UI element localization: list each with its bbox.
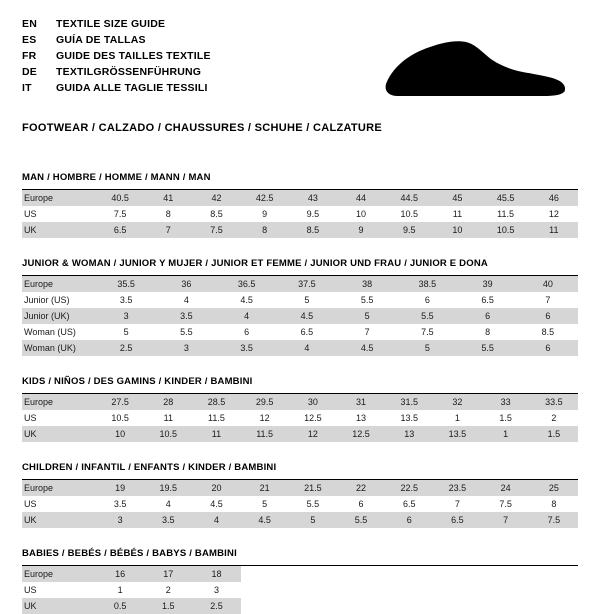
row-label: US (24, 209, 37, 219)
size-cell: 9.5 (306, 209, 320, 219)
size-cell: 3 (213, 585, 219, 595)
row-label: Europe (22, 276, 96, 292)
size-cell: 21.5 (289, 480, 337, 496)
table-row (22, 394, 578, 410)
size-cell: 5 (337, 308, 397, 324)
size-cell: 40 (518, 276, 578, 292)
size-cell: 24 (482, 480, 530, 496)
size-cell: 46 (530, 190, 578, 206)
category-title: FOOTWEAR / CALZADO / CHAUSSURES / SCHUHE / CALZATURE (22, 122, 383, 134)
size-cell: 10 (96, 426, 144, 442)
table-row (22, 496, 578, 512)
row-label: Europe (22, 394, 96, 410)
size-cell: 4 (217, 308, 277, 324)
size-cell: 6 (244, 327, 250, 337)
size-cell: 11.5 (241, 426, 289, 442)
size-table (22, 276, 578, 356)
size-cell: 5.5 (306, 499, 320, 509)
size-cell: 7 (454, 499, 460, 509)
size-cell: 3.5 (119, 295, 133, 305)
size-cell: 9 (337, 222, 385, 238)
language-row (22, 16, 211, 32)
size-cell: 7.5 (113, 209, 127, 219)
table-row (22, 324, 578, 340)
size-cell: 8 (241, 222, 289, 238)
size-cell (433, 582, 481, 598)
size-cell: 5 (304, 295, 310, 305)
size-cell: 0.5 (96, 598, 144, 614)
size-cell: 11 (452, 209, 463, 219)
size-cell: 7.5 (421, 327, 434, 337)
size-cell: 5 (123, 327, 129, 337)
size-cell: 13.5 (400, 413, 418, 423)
size-cell: 3.5 (113, 499, 127, 509)
size-cell: 4 (277, 340, 337, 356)
row-label: Junior (UK) (22, 308, 96, 324)
size-cell: 19.5 (144, 480, 192, 496)
size-cell: 7.5 (192, 222, 240, 238)
size-cell: 19 (96, 480, 144, 496)
size-cell: 12.5 (337, 426, 385, 442)
section-title: MAN / HOMBRE / HOMME / MANN / MAN (22, 172, 578, 190)
size-cell: 3 (156, 340, 216, 356)
size-cell: 7 (545, 295, 551, 305)
size-cell: 1.5 (144, 598, 192, 614)
size-cell (241, 598, 289, 614)
size-cell: 30 (289, 394, 337, 410)
language-row (22, 32, 211, 48)
size-cell (482, 598, 530, 614)
size-cell: 1 (454, 413, 460, 423)
size-cell: 33.5 (530, 394, 578, 410)
table-row (22, 190, 578, 206)
row-label: Europe (22, 566, 96, 582)
size-cell: 29.5 (241, 394, 289, 410)
size-cell (385, 566, 433, 582)
table-row (22, 276, 578, 292)
size-cell: 33 (482, 394, 530, 410)
size-section (22, 462, 578, 528)
row-label: US (24, 413, 37, 423)
size-cell (385, 582, 433, 598)
table-row (22, 410, 578, 426)
size-cell: 12 (259, 413, 270, 423)
page-header (22, 16, 578, 105)
size-cell: 3 (96, 512, 144, 528)
size-cell (241, 566, 289, 582)
size-cell: 2.5 (192, 598, 240, 614)
size-cell: 20 (192, 480, 240, 496)
size-cell: 27.5 (96, 394, 144, 410)
size-cell: 5.5 (458, 340, 518, 356)
row-label: UK (22, 512, 96, 528)
size-cell: 10.5 (482, 222, 530, 238)
size-cell: 4 (183, 295, 189, 305)
size-cell (289, 582, 337, 598)
size-cell: 28.5 (192, 394, 240, 410)
size-cell: 3.5 (217, 340, 277, 356)
table-row (22, 512, 578, 528)
size-cell: 36.5 (217, 276, 277, 292)
size-cell: 6.5 (96, 222, 144, 238)
table-row (22, 566, 578, 582)
size-cell: 43 (289, 190, 337, 206)
size-cell: 13 (356, 413, 367, 423)
size-cell: 42 (192, 190, 240, 206)
row-label: Europe (22, 480, 96, 496)
size-cell (241, 582, 289, 598)
size-cell (482, 566, 530, 582)
size-section (22, 548, 578, 614)
size-cell (433, 566, 481, 582)
table-row (22, 598, 578, 614)
size-cell: 8.5 (541, 327, 555, 337)
size-cell: 2.5 (96, 340, 156, 356)
table-row (22, 292, 578, 308)
size-cell: 2 (551, 413, 557, 423)
size-cell: 1 (482, 426, 530, 442)
size-cell: 6 (458, 308, 518, 324)
size-cell: 3 (96, 308, 156, 324)
row-label: UK (22, 222, 96, 238)
row-label: Europe (22, 190, 96, 206)
size-cell: 44.5 (385, 190, 433, 206)
size-cell: 6.5 (481, 295, 494, 305)
size-cell (385, 598, 433, 614)
size-cell: 8 (165, 209, 171, 219)
row-label: US (24, 585, 37, 595)
size-section (22, 172, 578, 238)
language-title: TEXTILE SIZE GUIDE (56, 18, 166, 30)
size-cell: 40.5 (96, 190, 144, 206)
size-cell: 10.5 (144, 426, 192, 442)
size-cell: 6 (424, 295, 430, 305)
size-cell (337, 582, 385, 598)
size-cell: 11 (163, 413, 173, 423)
language-code: IT (22, 82, 32, 94)
language-code: FR (22, 50, 37, 62)
size-section (22, 258, 578, 356)
size-cell: 22 (337, 480, 385, 496)
size-cell: 11.5 (497, 209, 515, 219)
size-cell: 39 (458, 276, 518, 292)
size-cell: 4.5 (337, 340, 397, 356)
language-title: GUIDE DES TAILLES TEXTILE (56, 50, 211, 62)
language-row (22, 48, 211, 64)
size-cell (433, 598, 481, 614)
language-title: GUÍA DE TALLAS (56, 34, 146, 46)
language-row (22, 80, 211, 96)
size-cell (482, 582, 530, 598)
size-cell (530, 582, 578, 598)
section-title: CHILDREN / INFANTIL / ENFANTS / KINDER / BAMBINI (22, 462, 578, 480)
size-cell: 4.5 (241, 512, 289, 528)
dress-shoe-icon (378, 28, 568, 105)
size-cell: 18 (192, 566, 240, 582)
size-cell: 1.5 (499, 413, 512, 423)
table-row (22, 582, 578, 598)
size-cell: 11 (192, 426, 240, 442)
language-row (22, 64, 211, 80)
size-cell: 11.5 (208, 413, 225, 423)
size-cell: 41 (144, 190, 192, 206)
size-cell: 28 (144, 394, 192, 410)
size-section (22, 376, 578, 442)
size-cell: 6 (358, 499, 364, 509)
size-cell: 10 (433, 222, 481, 238)
size-cell: 6 (385, 512, 433, 528)
size-cell: 5 (397, 340, 457, 356)
size-cell: 4 (192, 512, 240, 528)
row-label: UK (22, 426, 96, 442)
size-cell: 38 (337, 276, 397, 292)
table-row (22, 340, 578, 356)
size-cell: 2 (165, 585, 171, 595)
table-row (22, 480, 578, 496)
size-cell: 12 (289, 426, 337, 442)
table-row (22, 222, 578, 238)
size-cell: 17 (144, 566, 192, 582)
size-cell: 1.5 (530, 426, 578, 442)
size-cell: 25 (530, 480, 578, 496)
size-cell: 35.5 (96, 276, 156, 292)
size-cell: 7 (144, 222, 192, 238)
size-cell: 42.5 (241, 190, 289, 206)
size-cell: 13.5 (433, 426, 481, 442)
section-title: KIDS / NIÑOS / DES GAMINS / KINDER / BAMBINI (22, 376, 578, 394)
size-cell: 6.5 (433, 512, 481, 528)
row-label: Woman (US) (24, 327, 76, 337)
size-cell (289, 566, 337, 582)
size-cell: 7.5 (530, 512, 578, 528)
size-cell: 13 (385, 426, 433, 442)
size-cell: 6.5 (402, 499, 416, 509)
language-code: EN (22, 18, 37, 30)
size-cell: 21 (241, 480, 289, 496)
size-cell: 10.5 (111, 413, 129, 423)
size-cell: 8.5 (210, 209, 223, 219)
language-code: DE (22, 66, 37, 78)
size-cell: 4 (165, 499, 171, 509)
size-cell: 3.5 (144, 512, 192, 528)
size-cell: 12 (548, 209, 559, 219)
table-row (22, 426, 578, 442)
size-cell: 5.5 (360, 295, 374, 305)
size-cell: 45.5 (482, 190, 530, 206)
size-cell: 4.5 (240, 295, 253, 305)
size-cell: 45 (433, 190, 481, 206)
size-cell: 9 (262, 209, 268, 219)
size-cell: 10.5 (400, 209, 418, 219)
size-cell: 31 (337, 394, 385, 410)
size-cell: 11 (530, 222, 578, 238)
size-cell: 5.5 (397, 308, 457, 324)
table-row (22, 206, 578, 222)
size-cell: 31.5 (385, 394, 433, 410)
size-cell: 5 (262, 499, 268, 509)
size-cell: 8 (485, 327, 491, 337)
size-cell: 44 (337, 190, 385, 206)
section-title: BABIES / BEBÉS / BÉBÉS / BABYS / BAMBINI (22, 548, 578, 566)
size-sections (22, 172, 578, 614)
size-cell: 1 (117, 585, 123, 595)
size-cell: 8 (551, 499, 557, 509)
row-label: UK (22, 598, 96, 614)
size-table (22, 394, 578, 442)
size-cell: 9.5 (385, 222, 433, 238)
size-cell: 10 (356, 209, 367, 219)
table-row (22, 308, 578, 324)
size-cell: 6.5 (300, 327, 314, 337)
size-cell: 16 (96, 566, 144, 582)
size-cell: 23.5 (433, 480, 481, 496)
row-label: Woman (UK) (22, 340, 96, 356)
size-cell (530, 566, 578, 582)
size-cell: 7 (364, 327, 370, 337)
size-cell: 4.5 (210, 499, 223, 509)
size-cell: 22.5 (385, 480, 433, 496)
size-cell: 6 (518, 308, 578, 324)
size-cell (289, 598, 337, 614)
size-cell: 32 (433, 394, 481, 410)
row-label: Junior (US) (24, 295, 70, 305)
size-cell: 7 (482, 512, 530, 528)
row-label: US (24, 499, 37, 509)
language-title: GUIDA ALLE TAGLIE TESSILI (56, 82, 208, 94)
size-cell (530, 598, 578, 614)
size-cell (337, 566, 385, 582)
size-cell: 3.5 (156, 308, 216, 324)
size-cell: 37.5 (277, 276, 337, 292)
size-cell: 5.5 (337, 512, 385, 528)
language-code: ES (22, 34, 37, 46)
size-table (22, 480, 578, 528)
size-cell: 5.5 (180, 327, 193, 337)
size-cell (337, 598, 385, 614)
size-cell: 38.5 (397, 276, 457, 292)
language-title: TEXTILGRÖSSENFÜHRUNG (56, 66, 202, 78)
size-cell: 8.5 (289, 222, 337, 238)
size-table (22, 566, 578, 614)
size-cell: 5 (289, 512, 337, 528)
section-title: JUNIOR & WOMAN / JUNIOR Y MUJER / JUNIOR ET FEMME / JUNIOR UND FRAU / JUNIOR E DONA (22, 258, 578, 276)
size-cell: 36 (156, 276, 216, 292)
size-cell: 4.5 (277, 308, 337, 324)
language-title-list (22, 16, 211, 96)
size-cell: 6 (518, 340, 578, 356)
size-table (22, 190, 578, 238)
size-cell: 12.5 (304, 413, 322, 423)
size-cell: 7.5 (499, 499, 512, 509)
